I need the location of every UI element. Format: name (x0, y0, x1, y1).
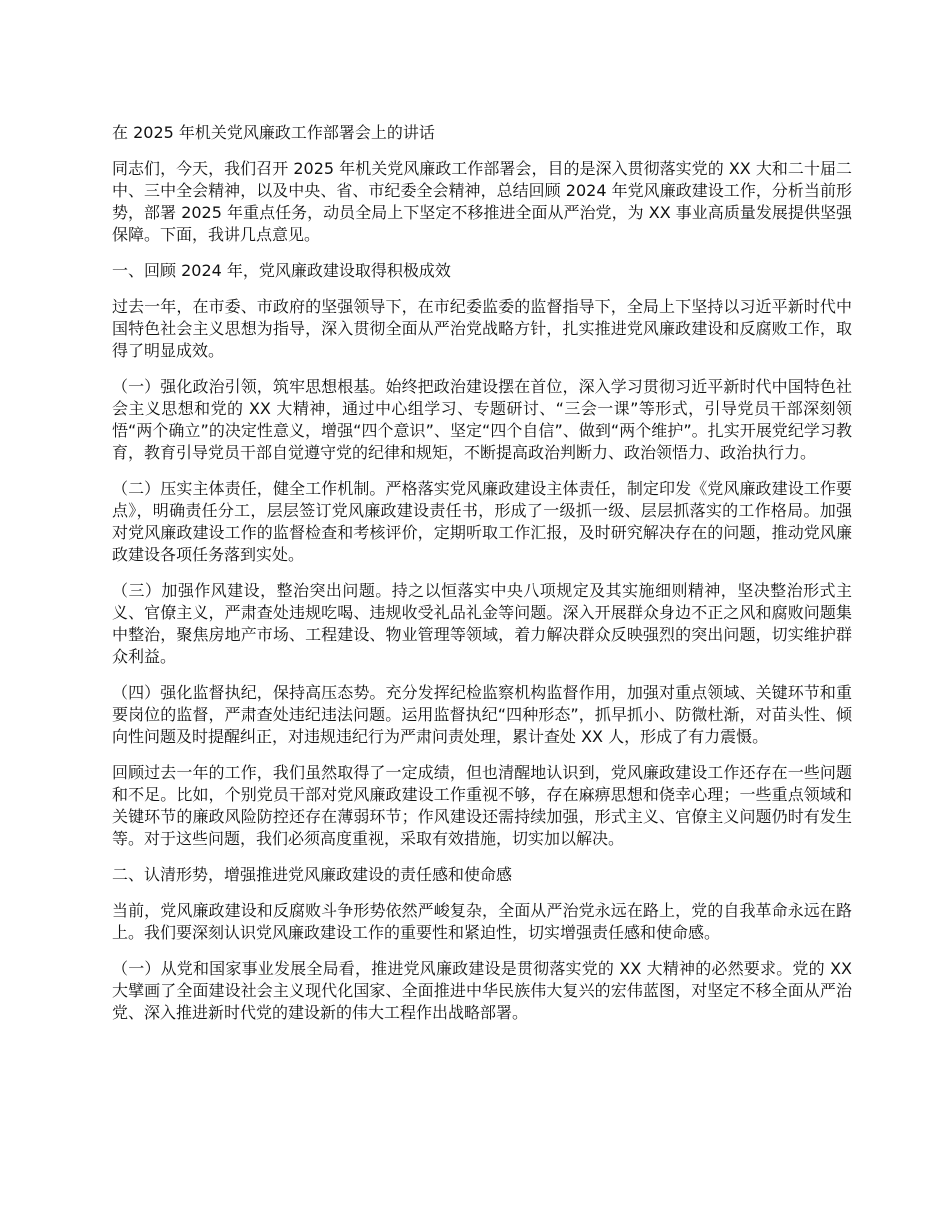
paragraph: 过去一年，在市委、市政府的坚强领导下，在市纪委监委的监督指导下，全局上下坚持以习近平新时代中国特色社会主义思想为指导，深入贯彻全面从严治党战略方针，扎实推进党风廉政建设和反腐败工作，取得了明显成效。 (112, 297, 852, 360)
section-heading-1: 一、回顾 2024 年，党风廉政建设取得积极成效 (112, 261, 451, 280)
paragraph: （一）从党和国家事业发展全局看，推进党风廉政建设是贯彻落实党的 XX 大精神的必然要求。党的 XX 大擘画了全面建设社会主义现代化国家、全面推进中华民族伟大复兴的宏伟蓝图，对坚定不移全面从严治党、深入推进新时代党的建设新的伟大工程作出战略部署。 (112, 959, 852, 1022)
paragraph: 回顾过去一年的工作，我们虽然取得了一定成绩，但也清醒地认识到，党风廉政建设工作还存在一些问题和不足。比如，个别党员干部对党风廉政建设工作重视不够，存在麻痹思想和侥幸心理；一些重点领域和关键环节的廉政风险防控还存在薄弱环节；作风建设还需持续加强，形式主义、官僚主义问题仍时有发生等。对于这些问题，我们必须高度重视，采取有效措施，切实加以解决。 (112, 763, 852, 848)
document-page (112, 122, 852, 1038)
paragraph: 当前，党风廉政建设和反腐败斗争形势依然严峻复杂，全面从严治党永远在路上，党的自我革命永远在路上。我们要深刻认识党风廉政建设工作的重要性和紧迫性，切实增强责任感和使命感。 (112, 901, 852, 942)
paragraph: （一）强化政治引领，筑牢思想根基。始终把政治建设摆在首位，深入学习贯彻习近平新时代中国特色社会主义思想和党的 XX 大精神，通过中心组学习、专题研讨、“三会一课”等形式，引导党员干部深刻领悟“两个确立”的决定性意义，增强“四个意识”、坚定“四个自信”、做到“两个维护”。扎实开展党纪学习教育，教育引导党员干部自觉遵守党的纪律和规矩，不断提高政治判断力、政治领悟力、政治执行力。 (112, 377, 852, 462)
paragraph: （四）强化监督执纪，保持高压态势。充分发挥纪检监察机构监督作用，加强对重点领域、关键环节和重要岗位的监督，严肃查处违纪违法问题。运用监督执纪“四种形态”，抓早抓小、防微杜渐，对苗头性、倾向性问题及时提醒纠正，对违规违纪行为严肃问责处理，累计查处 XX 人，形成了有力震慑。 (112, 683, 852, 746)
paragraph: （三）加强作风建设，整治突出问题。持之以恒落实中央八项规定及其实施细则精神，坚决整治形式主义、官僚主义，严肃查处违规吃喝、违规收受礼品礼金等问题。深入开展群众身边不正之风和腐败问题集中整治，聚焦房地产市场、工程建设、物业管理等领域，着力解决群众反映强烈的突出问题，切实维护群众利益。 (112, 581, 852, 666)
section-heading-2: 二、认清形势，增强推进党风廉政建设的责任感和使命感 (112, 865, 513, 884)
document-title: 在 2025 年机关党风廉政工作部署会上的讲话 (112, 123, 435, 142)
paragraph: （二）压实主体责任，健全工作机制。严格落实党风廉政建设主体责任，制定印发《党风廉政建设工作要点》，明确责任分工，层层签订党风廉政建设责任书，形成了一级抓一级、层层抓落实的工作格局。加强对党风廉政建设工作的监督检查和考核评价，定期听取工作汇报，及时研究解决存在的问题，推动党风廉政建设各项任务落到实处。 (112, 479, 852, 564)
opening-paragraph: 同志们，今天，我们召开 2025 年机关党风廉政工作部署会，目的是深入贯彻落实党的 XX 大和二十届二中、三中全会精神，以及中央、省、市纪委全会精神，总结回顾 2024 年党风廉政建设工作，分析当前形势，部署 2025 年重点任务，动员全局上下坚定不移推进全面从严治党，为 XX 事业高质量发展提供坚强保障。下面，我讲几点意见。 (112, 159, 852, 244)
